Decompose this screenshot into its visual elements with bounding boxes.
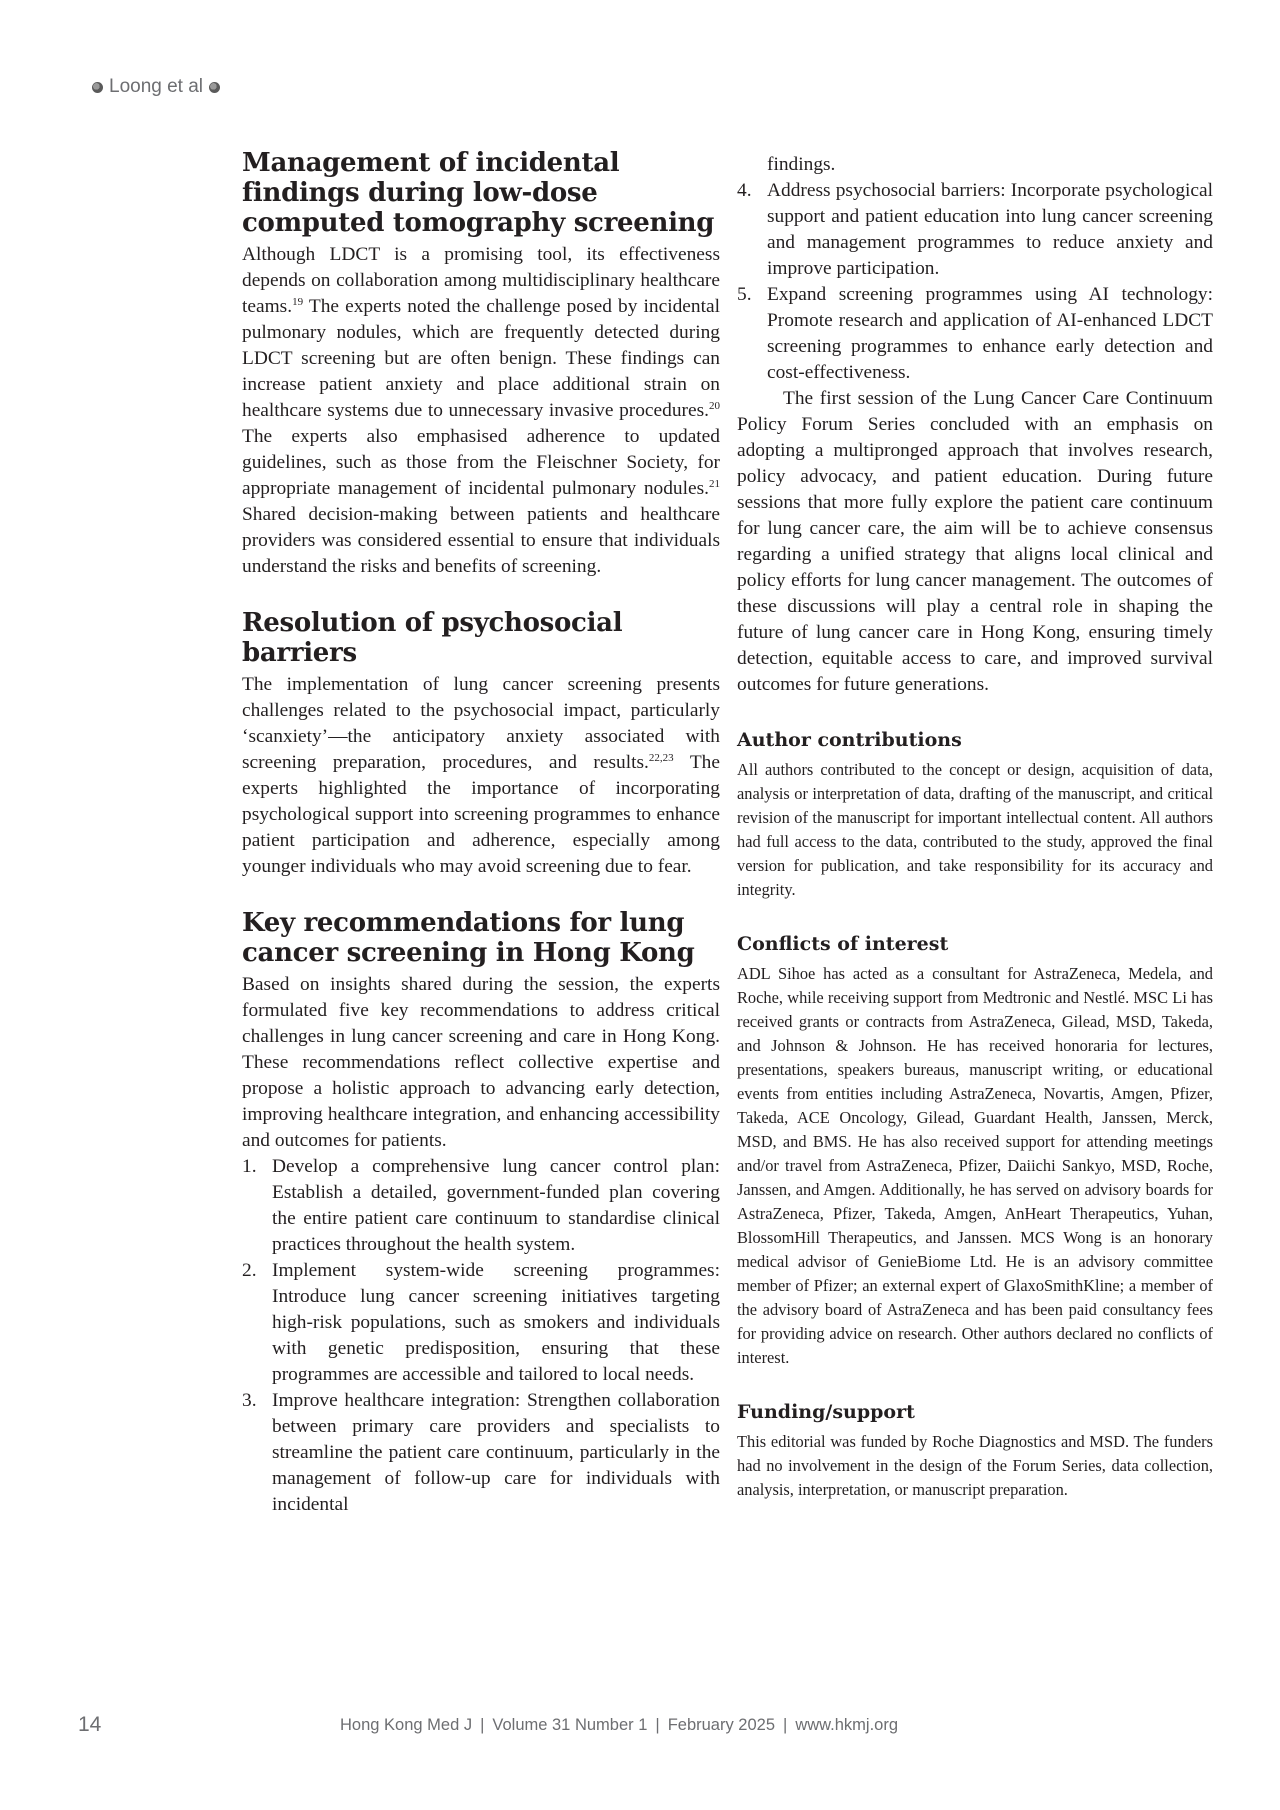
reference-marker: 21 bbox=[709, 478, 720, 490]
section-paragraph: Although LDCT is a promising tool, its effectiveness depends on collaboration among multidisciplinary healthcare teams.$^{19}$ The experts noted the challenge posed by incidental pulmonary nodules, which are frequently detected during LDCT screening but are often benign. These findings can increase patient anxiety and place additional strain on healthcare systems due to unnecessary invasive procedures.$^{20}$ The experts also emphasised adherence to updated guidelines, such as those from the Fleischner Society, for appropriate management of incidental pulmonary nodules.$^{21}$ Shared decision-making between patients and healthcare providers was considered essential to ensure that individuals understand the risks and benefits of screening. bbox=[242, 244, 720, 577]
journal-info: Hong Kong Med J | Volume 31 Number 1 | February 2025 | www.hkmj.org bbox=[340, 1716, 899, 1734]
author-contributions-text: All authors contributed to the concept or design, acquisition of data, analysis or interpretation of data, drafting of the manuscript, and critical revision of the manuscript for important intellectual content. All authors had full access to the data, contributed to the study, approved the final version for publication, and take responsibility for its accuracy and integrity. bbox=[737, 760, 1213, 899]
list-item: 5. Expand screening programmes using AI technology: Promote research and application of AI-enhanced LDCT screening programmes to enhance early detection and cost-effectiveness. bbox=[737, 284, 1213, 383]
reference-marker: 22,23 bbox=[648, 752, 674, 764]
section-paragraph: Based on insights shared during the session, the experts formulated five key recommendations to address critical challenges in lung cancer screening and care in Hong Kong. These recommendations reflect collective expertise and propose a holistic approach to advancing early detection, improving healthcare integration, and enhancing accessibility and outcomes for patients. bbox=[242, 974, 720, 1151]
author-contributions-heading: Author contributions bbox=[737, 729, 962, 751]
right-column bbox=[737, 152, 1213, 1502]
list-item: 4. Address psychosocial barriers: Incorporate psychological support and patient education into lung cancer screening and management programmes to reduce anxiety and improve participation. bbox=[737, 180, 1213, 279]
reference-marker: 19 bbox=[292, 296, 304, 308]
page-number: 14 bbox=[78, 1713, 102, 1736]
section-title-psychosocial-barriers: Resolution of psychosocial barriers bbox=[242, 608, 623, 668]
reference-marker: 20 bbox=[709, 400, 720, 412]
conflicts-of-interest-heading: Conflicts of interest bbox=[737, 933, 949, 955]
recommendations-list bbox=[242, 1154, 720, 1518]
running-head bbox=[92, 76, 220, 98]
recommendations-list bbox=[737, 178, 1213, 386]
section-title-incidental-findings: Management of incidental findings during low-dose computed tomography screening bbox=[242, 148, 715, 238]
list-item: 3. Improve healthcare integration: Strengthen collaboration between primary care providers and specialists to streamline the patient care continuum, particularly in the management of follow-up care for individuals with incidental bbox=[242, 1390, 720, 1515]
list-item: 1. Develop a comprehensive lung cancer control plan: Establish a detailed, government-funded plan covering the entire patient care continuum to standardise clinical practices throughout the health system. bbox=[242, 1156, 720, 1255]
running-head-text: Loong et al bbox=[109, 76, 204, 97]
list-item-continuation: findings. bbox=[767, 154, 836, 175]
bullet-icon bbox=[209, 82, 220, 93]
funding-heading: Funding/support bbox=[737, 1401, 915, 1423]
section-paragraph: The implementation of lung cancer screening presents challenges related to the psychosocial impact, particularly ‘scanxiety’—the anticipatory anxiety associated with screening preparation, procedures, and results.$^{22,23}$ The experts highlighted the importance of incorporating psychological support into screening programmes to enhance patient participation and adherence, especially among younger individuals who may avoid screening due to fear. bbox=[242, 674, 720, 877]
left-column bbox=[242, 148, 720, 1518]
journal-website-link[interactable]: www.hkmj.org bbox=[795, 1716, 899, 1734]
closing-paragraph: The first session of the Lung Cancer Care Continuum Policy Forum Series concluded with an emphasis on adopting a multipronged approach that involves research, policy advocacy, and patient education. During future sessions that more fully explore the patient care continuum for lung cancer care, the aim will be to achieve consensus regarding a unified strategy that aligns local clinical and policy efforts for lung cancer management. The outcomes of these discussions will play a central role in shaping the future of lung cancer care in Hong Kong, ensuring timely detection, equitable access to care, and improved survival outcomes for future generations. bbox=[737, 388, 1213, 695]
section-title-key-recommendations: Key recommendations for lung cancer screening in Hong Kong bbox=[242, 908, 695, 968]
conflicts-of-interest-text: ADL Sihoe has acted as a consultant for AstraZeneca, Medela, and Roche, while receiving support from Medtronic and Nestlé. MSC Li has received grants or contracts from AstraZeneca, Gilead, MSD, Takeda, and Johnson & Johnson. He has received honoraria for lectures, presentations, speakers bureaus, manuscript writing, or educational events from entities including AstraZeneca, Novartis, Amgen, Pfizer, Takeda, ACE Oncology, Gilead, Guardant Health, Janssen, Merck, MSD, and BMS. He has also received support for attending meetings and/or travel from AstraZeneca, Pfizer, Daiichi Sankyo, MSD, Roche, Janssen, and Amgen. Additionally, he has served on advisory boards for AstraZeneca, Pfizer, Takeda, Amgen, AnHeart Therapeutics, Yuhan, BlossomHill Therapeutics, and Janssen. MCS Wong is an honorary medical advisor of GenieBiome Ltd. He is an advisory committee member of Pfizer; an external expert of GlaxoSmithKline; a member of the advisory board of AstraZeneca and has been paid consultancy fees for providing advice on research. Other authors declared no conflicts of interest. bbox=[737, 964, 1213, 1367]
bullet-icon bbox=[92, 82, 103, 93]
funding-text: This editorial was funded by Roche Diagnostics and MSD. The funders had no involvement in the design of the Forum Series, data collection, analysis, interpretation, or manuscript preparation. bbox=[737, 1432, 1213, 1499]
list-item: 2. Implement system-wide screening programmes: Introduce lung cancer screening initiatives targeting high-risk populations, such as smokers and individuals with genetic predisposition, ensuring that these programmes are accessible and tailored to local needs. bbox=[242, 1260, 720, 1385]
